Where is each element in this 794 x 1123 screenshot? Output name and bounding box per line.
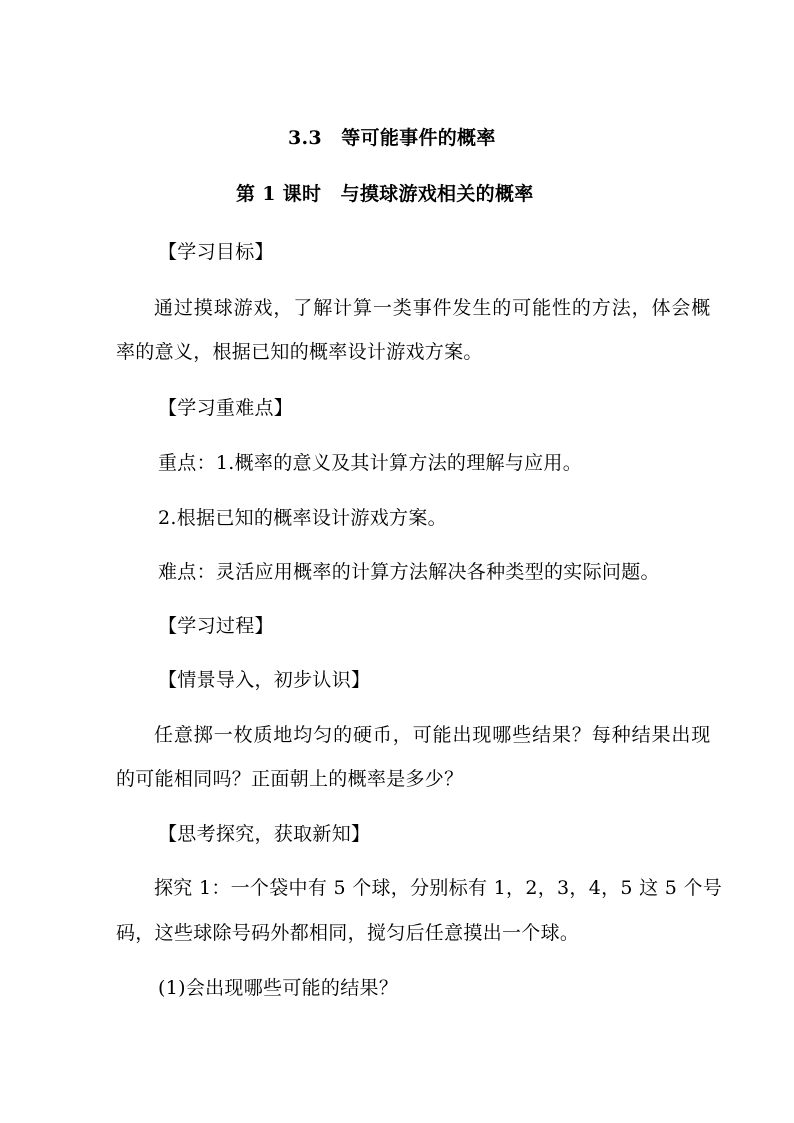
key-point-1: 重点：1.概率的意义及其计算方法的理解与应用。 [158,452,583,474]
explore-text-line-2: 码，这些球除号码外都相同，搅匀后任意摸出一个球。 [116,922,580,944]
key-points-heading: 【学习重难点】 [158,397,294,419]
lesson-subtitle: 第 1 课时 与摸球游戏相关的概率 [236,183,534,205]
intro-text-line-2: 的可能相同吗？正面朝上的概率是多少？ [116,768,464,790]
process-heading: 【学习过程】 [158,615,274,637]
difficulty-text: 难点：灵活应用概率的计算方法解决各种类型的实际问题。 [158,561,660,583]
question-1: (1)会出现哪些可能的结果？ [158,977,399,999]
objectives-text-line-1: 通过摸球游戏，了解计算一类事件发生的可能性的方法，体会概 [154,297,712,319]
explore-text-line-1: 探究 1：一个袋中有 5 个球，分别标有 1，2，3，4，5 这 5 个号 [154,877,723,899]
intro-text-line-1: 任意掷一枚质地均匀的硬币，可能出现哪些结果？每种结果出现 [154,724,712,746]
objectives-text-line-2: 率的意义，根据已知的概率设计游戏方案。 [116,341,483,363]
intro-heading: 【情景导入，初步认识】 [158,669,371,691]
explore-heading: 【思考探究，获取新知】 [158,823,371,845]
key-point-2: 2.根据已知的概率设计游戏方案。 [158,507,447,529]
page-title: 3.3 等可能事件的概率 [288,127,496,149]
objectives-heading: 【学习目标】 [158,241,274,263]
